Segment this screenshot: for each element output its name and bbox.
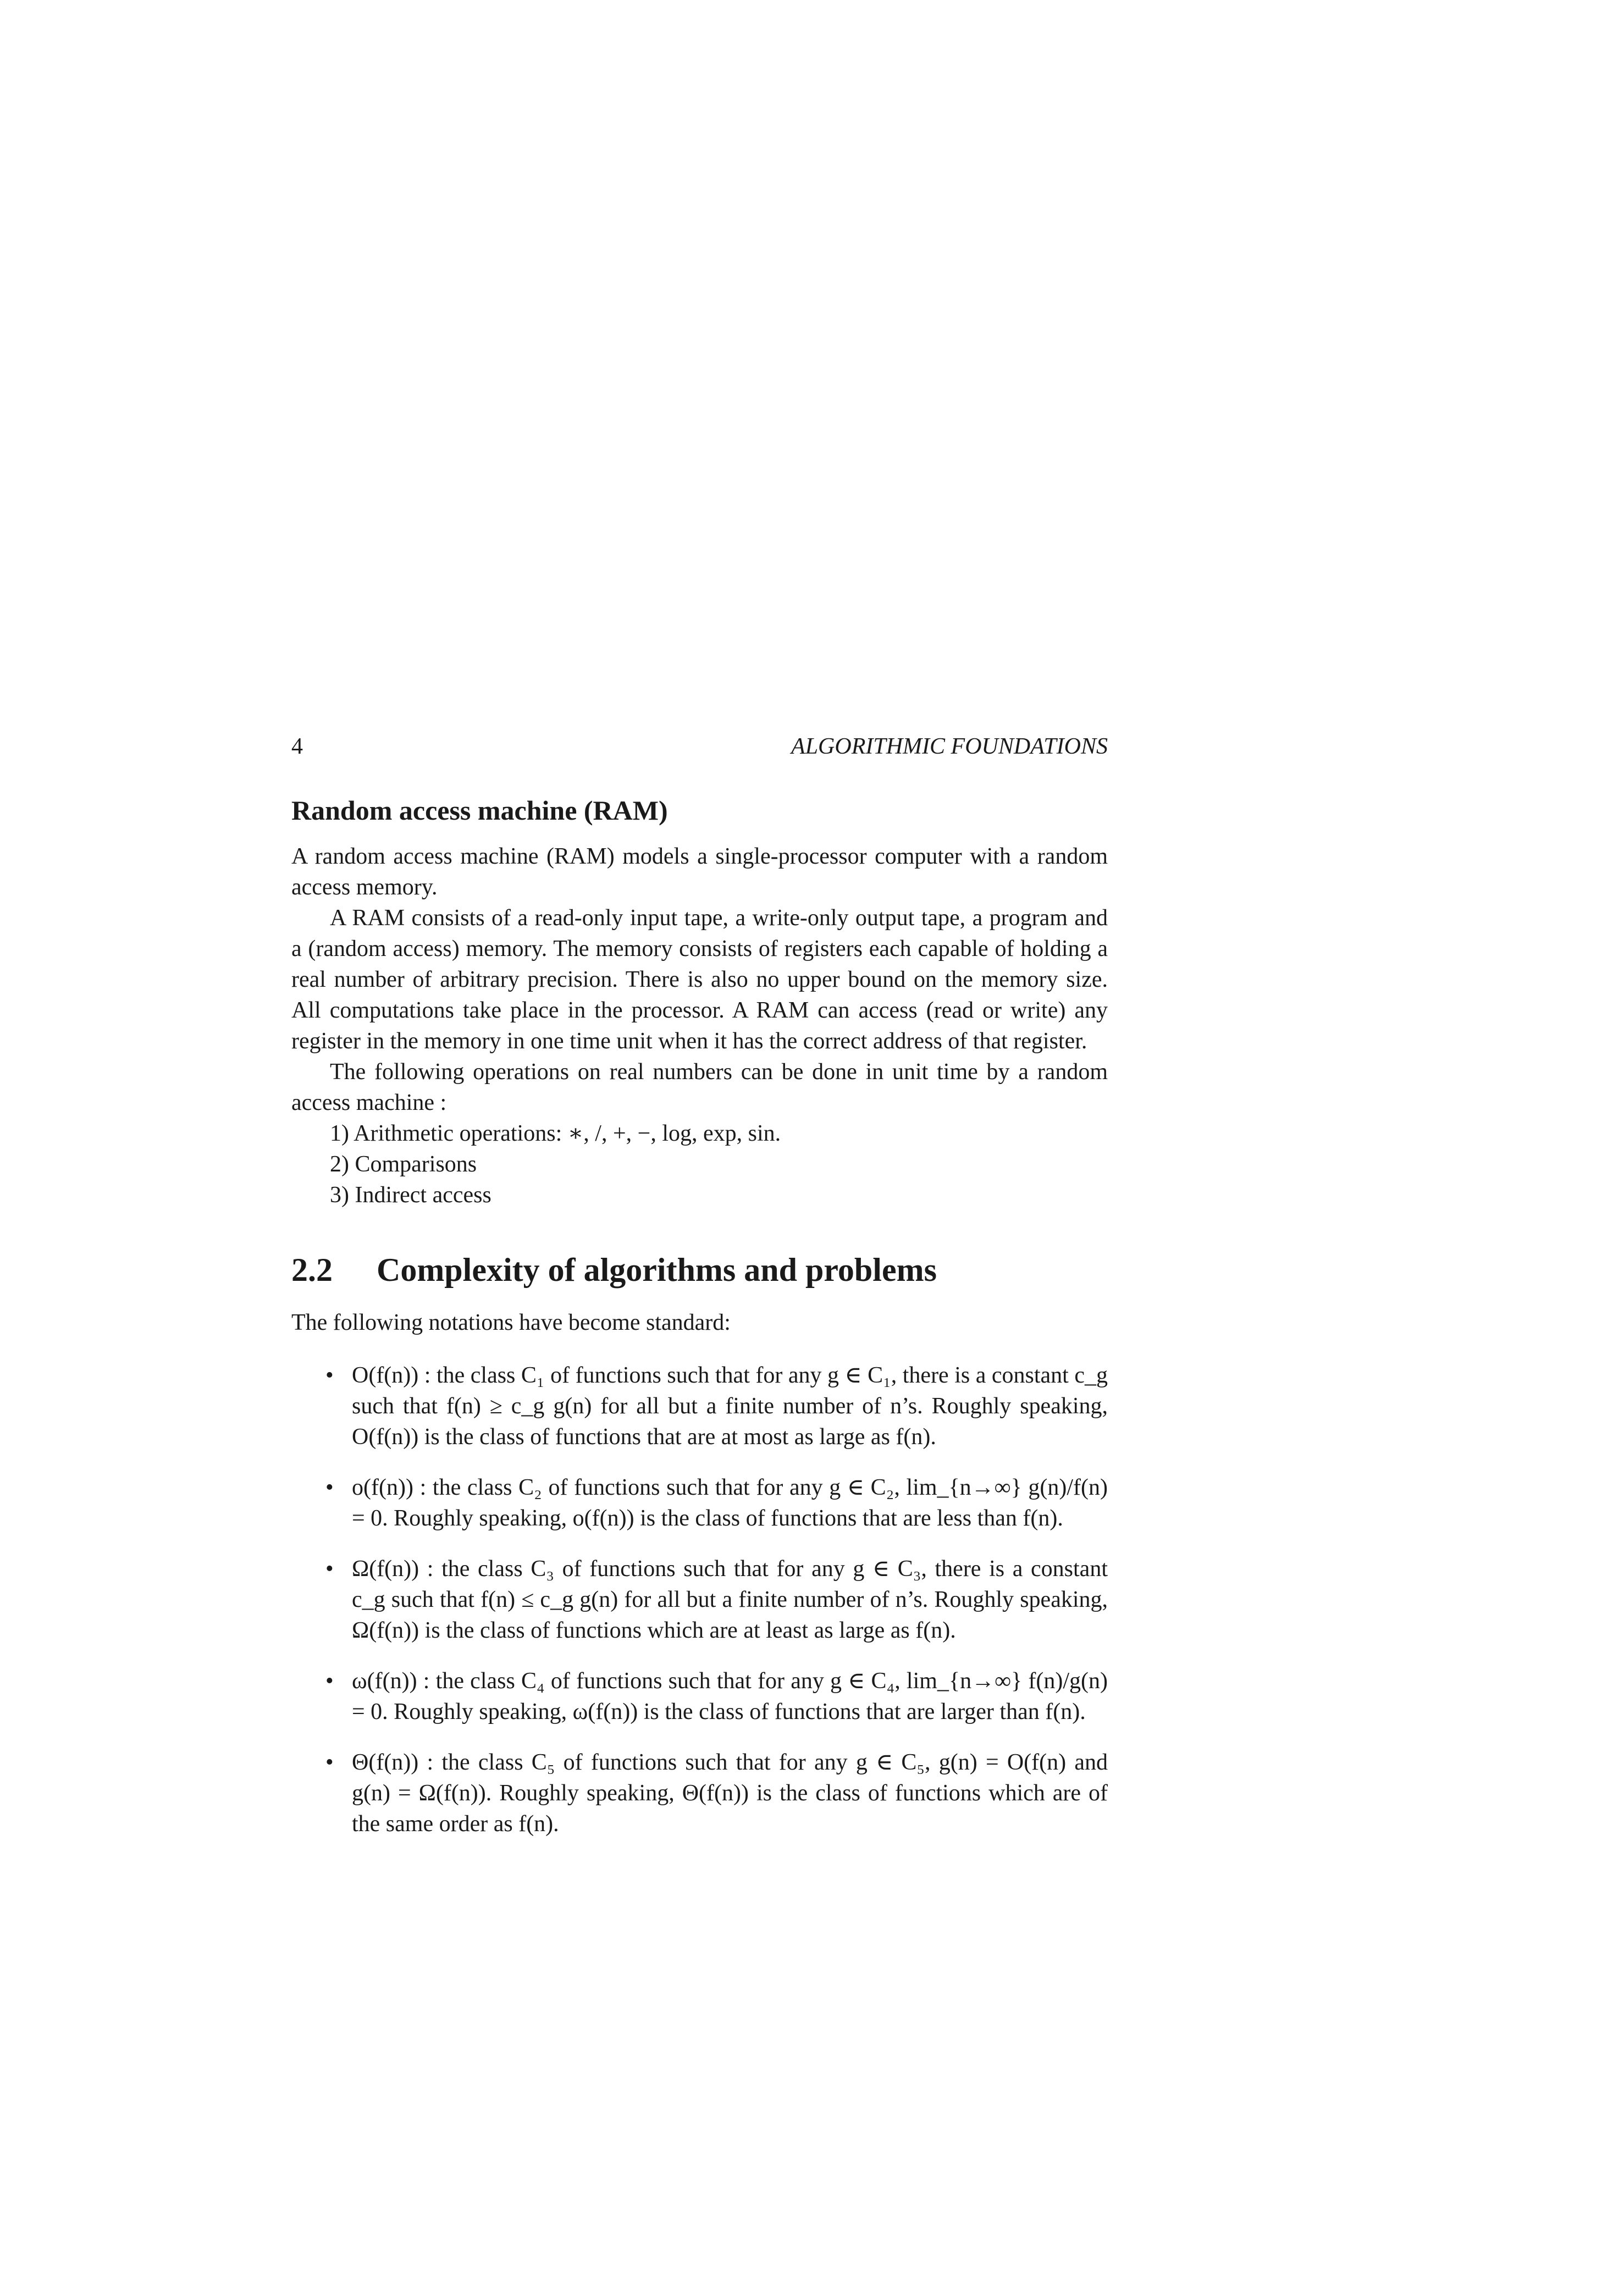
section-intro: The following notations have become standard:: [291, 1310, 731, 1335]
section-number: 2.2: [291, 1252, 333, 1288]
notation-list: [291, 1360, 1108, 1839]
notation-text: o(f(n)) : the class C₂ of functions such that for any g ∈ C₂, lim_{n→∞} g(n)/f(n) = 0. Roughly speaking, o(f(n)) is the class of functions that are less than f(n).: [352, 1475, 1108, 1531]
ram-paragraph: A random access machine (RAM) models a single-processor computer with a random access memory.: [291, 844, 1108, 900]
bullet-icon: •: [325, 1668, 334, 1694]
ram-heading: Random access machine (RAM): [291, 795, 668, 826]
section-title: Complexity of algorithms and problems: [377, 1252, 937, 1288]
operation-item: 1) Arithmetic operations: ∗, /, +, −, log, exp, sin.: [330, 1121, 781, 1146]
notation-text: ω(f(n)) : the class C₄ of functions such that for any g ∈ C₄, lim_{n→∞} f(n)/g(n) = 0. Roughly speaking, ω(f(n)) is the class of functions that are larger than f(n).: [352, 1668, 1108, 1724]
notation-text: O(f(n)) : the class C₁ of functions such that for any g ∈ C₁, there is a constant c_g such that f(n) ≥ c_g g(n) for all but a finite number of n’s. Roughly speaking, O(f(n)) is the class of functions that are at most as large as f(n).: [352, 1363, 1108, 1450]
bullet-icon: •: [325, 1475, 334, 1500]
notation-text: Θ(f(n)) : the class C₅ of functions such that for any g ∈ C₅, g(n) = O(f(n) and g(n) = Ω(f(n)). Roughly speaking, Θ(f(n)) is the class of functions which are of the same order as f(n).: [352, 1750, 1108, 1837]
running-title: ALGORITHMIC FOUNDATIONS: [791, 734, 1108, 759]
notation-item: [291, 1747, 1108, 1839]
notation-item: [291, 1472, 1108, 1534]
section-heading: [291, 1249, 1108, 1291]
notation-text: Ω(f(n)) : the class C₃ of functions such that for any g ∈ C₃, there is a constant c_g such that f(n) ≤ c_g g(n) for all but a finite number of n’s. Roughly speaking, Ω(f(n)) is the class of functions which are at least as large as f(n).: [352, 1556, 1108, 1643]
bullet-icon: •: [325, 1363, 334, 1388]
page-number: 4: [291, 734, 303, 759]
ram-paragraph: A RAM consists of a read-only input tape, a write-only output tape, a program and a (random access) memory. The memory consists of registers each capable of holding a real number of arbitrary precision. There is also no upper bound on the memory size. All computations take place in the processor. A RAM can access (read or write) any register in the memory in one time unit when it has the correct address of that register.: [291, 905, 1108, 1054]
operation-item: 3) Indirect access: [330, 1182, 491, 1208]
bullet-icon: •: [325, 1750, 334, 1775]
operation-item: 2) Comparisons: [330, 1152, 477, 1177]
bullet-icon: •: [325, 1556, 334, 1582]
ram-paragraph: The following operations on real numbers can be done in unit time by a random access machine :: [291, 1059, 1108, 1115]
notation-item: [291, 1666, 1108, 1727]
notation-item: [291, 1554, 1108, 1646]
running-head: [291, 731, 1108, 762]
page-body: [291, 731, 1108, 1859]
operations-list: [291, 1118, 1108, 1210]
notation-item: [291, 1360, 1108, 1452]
